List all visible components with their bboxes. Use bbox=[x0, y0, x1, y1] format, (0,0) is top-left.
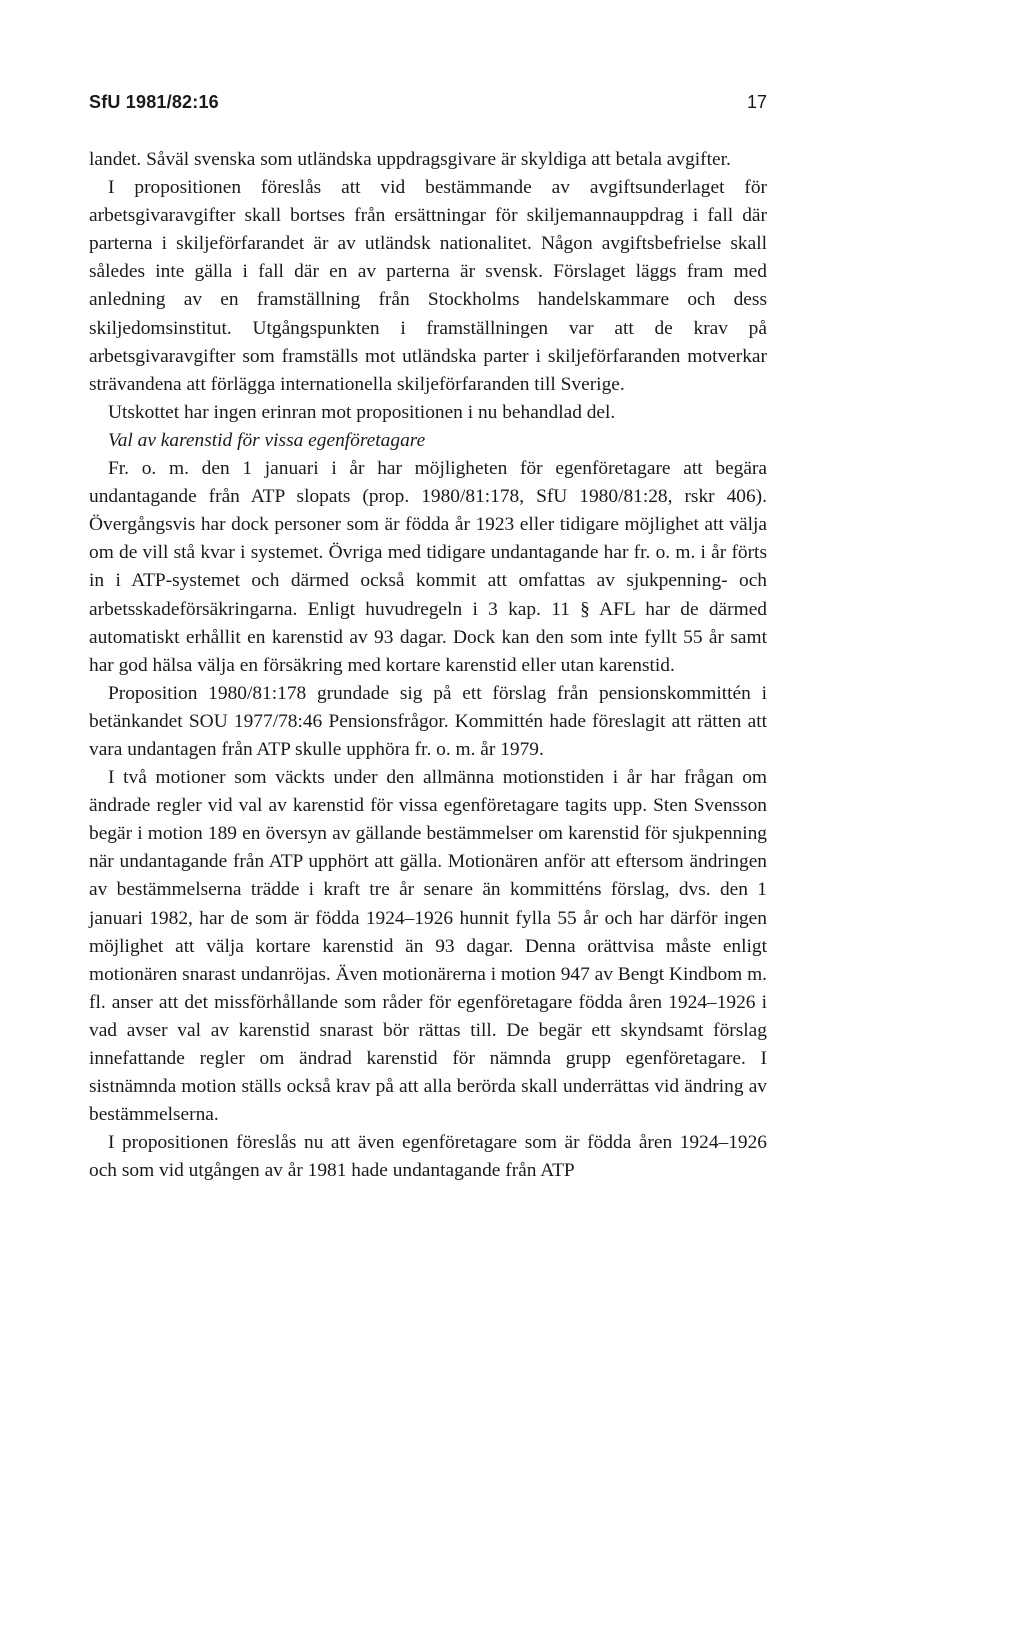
document-id: SfU 1981/82:16 bbox=[89, 92, 219, 112]
paragraph: Proposition 1980/81:178 grundade sig på ett förslag från pensionskommittén i betänkandet SOU 1977/78:46 Pensionsfrågor. Kommittén hade föreslagit att rätten att vara undantagen från ATP skulle upphöra fr. o. m. år 1979. bbox=[89, 682, 767, 760]
section-heading: Val av karenstid för vissa egenföretagare bbox=[108, 429, 426, 451]
paragraph: I två motioner som väckts under den allmänna motionstiden i år har frågan om ändrade regler vid val av karenstid för vissa egenföretagare tagits upp. Sten Svensson begär i motion 189 en översyn av gällande bestämmelser om karenstid för sjukpenning när undantagande från ATP upphört att gälla. Motionären anför att eftersom ändringen av bestämmelserna trädde i kraft tre år senare än kommitténs förslag, dvs. den 1 januari 1982, har de som är födda 1924–1926 hunnit fylla 55 år och har därför ingen möjlighet att välja kortare karenstid än 93 dagar. Denna orättvisa måste enligt motionären snarast undanröjas. Även motionärerna i motion 947 av Bengt Kindbom m. fl. anser att det missförhållande som råder för egenföretagare födda åren 1924–1926 i vad avser val av karenstid snarast bör rättas till. De begär ett skyndsamt förslag innefattande regler om ändrad karenstid för nämnda grupp egenföretagare. I sistnämnda motion ställs också krav på att alla berörda skall underrättas vid ändring av bestämmelserna. bbox=[89, 767, 767, 1126]
page-header bbox=[89, 92, 767, 122]
page-number: 17 bbox=[746, 92, 767, 112]
paragraph: I propositionen föreslås att vid bestämmande av avgiftsunderlaget för arbetsgivaravgifter skall bortses från ersättningar för skiljemannauppdrag i fall där parterna i skiljeförfarandet är av utländsk nationalitet. Någon avgiftsbefrielse skall således inte gälla i fall där en av parterna är svensk. Förslaget läggs fram med anledning av en framställning från Stockholms handelskammare och dess skiljedomsinstitut. Utgångspunkten i framställningen var att de krav på arbetsgivaravgifter som framställs mot utländska parter i skiljeförfaranden motverkar strävandena att förlägga internationella skiljeförfaranden till Sverige. bbox=[89, 177, 767, 395]
paragraph: I propositionen föreslås nu att även egenföretagare som är födda åren 1924–1926 och som vid utgången av år 1981 hade undantagande från ATP bbox=[89, 1132, 767, 1182]
paragraph: Utskottet har ingen erinran mot propositionen i nu behandlad del. bbox=[108, 401, 616, 423]
paragraph-continued: landet. Såväl svenska som utländska uppdragsgivare är skyldiga att betala avgifter. bbox=[89, 149, 731, 170]
paragraph: Fr. o. m. den 1 januari i år har möjligheten för egenföretagare att begära undantagande från ATP slopats (prop. 1980/81:178, SfU 1980/81:28, rskr 406). Övergångsvis har dock personer som är födda år 1923 eller tidigare möjlighet att välja om de vill stå kvar i systemet. Övriga med tidigare undantagande har fr. o. m. i år förts in i ATP-systemet och därmed också kommit att omfattas av sjukpenning- och arbetsskadeförsäkringarna. Enligt huvudregeln i 3 kap. 11 § AFL har de därmed automatiskt erhållit en karenstid av 93 dagar. Dock kan den som inte fyllt 55 år samt har god hälsa välja en försäkring med kortare karenstid eller utan karenstid. bbox=[89, 458, 767, 676]
body-text bbox=[89, 146, 767, 1185]
